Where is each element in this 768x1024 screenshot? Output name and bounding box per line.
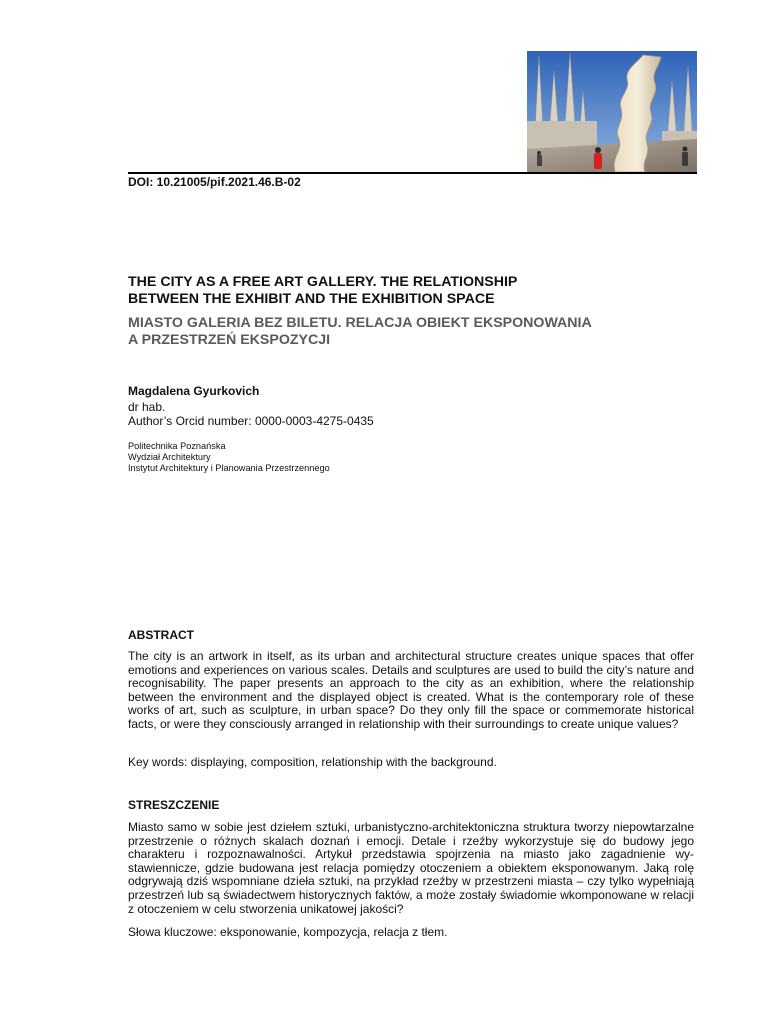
cathedral-sculpture-photo xyxy=(527,51,697,172)
affiliation-institute: Instytut Architektury i Planowania Przestrzennego xyxy=(128,463,330,473)
abstract-text: The city is an artwork in itself, as its urban and architectural structure creates unique spaces that offer emotions and experiences on various scales. Details and sculptures are used to build the city’s nature and recognisability. The paper presents an approach to the city as an exhibition, where the relationship between the environment and the displayed object is created. What is the contemporary role of these works of art, such as sculpture, in urban space? Do they only fill the space or commemorate historical facts, or were they consciously arranged in relationship with their surroundings to create unique values? xyxy=(128,649,694,731)
affiliation-university: Politechnika Poznańska xyxy=(128,441,226,451)
title-polish xyxy=(128,315,688,349)
streszczenie-text: Miasto samo w sobie jest dziełem sztuki, urbanistyczno-architektoniczna struktura tworzy niepowtarzalne przestrzenie o różnych skalach doznań i emocji. Detale i rzeźby wykorzystuje się do budowy jego charakteru i rozpoznawalności. Artykuł przedstawia spojrzenia na miasto jako zagadnienie wystawiennicze, gdzie budowana jest relacja pomiędzy otoczeniem a obiektem eksponowanym. Jaką rolę odgrywają dziś wspomniane dzieła sztuki, na przykład rzeźby w przestrzeni miasta – czy tylko wypełniają przestrzeń lub są świadectwem historycznych faktów, a może zostały świadomie wkomponowane w relacji z otoczeniem w celu stworzenia unikatowej jakości? xyxy=(128,820,694,916)
header-rule xyxy=(128,172,697,174)
title-english-line-2: BETWEEN THE EXHIBIT AND THE EXHIBITION SPACE xyxy=(128,291,495,307)
author-orcid: Author’s Orcid number: 0000-0003-4275-0435 xyxy=(128,414,374,428)
title-polish-line-2: A PRZESTRZEŃ EKSPOZYCJI xyxy=(128,332,331,348)
title-polish-line-1: MIASTO GALERIA BEZ BILETU. RELACJA OBIEKT EKSPONOWANIA xyxy=(128,315,592,331)
author-degree: dr hab. xyxy=(128,400,166,414)
streszczenie-heading: STRESZCZENIE xyxy=(128,798,220,812)
title-english-line-1: THE CITY AS A FREE ART GALLERY. THE RELATIONSHIP xyxy=(128,274,518,290)
doi: DOI: 10.21005/pif.2021.46.B-02 xyxy=(128,175,301,189)
affiliation-faculty: Wydział Architektury xyxy=(128,452,211,462)
abstract-keywords: Key words: displaying, composition, relationship with the background. xyxy=(128,755,497,769)
header-photo xyxy=(527,51,697,172)
author-name: Magdalena Gyurkovich xyxy=(128,384,260,398)
title-english xyxy=(128,274,688,308)
abstract-heading: ABSTRACT xyxy=(128,628,194,642)
streszczenie-keywords: Słowa kluczowe: eksponowanie, kompozycja, relacja z tłem. xyxy=(128,925,448,939)
